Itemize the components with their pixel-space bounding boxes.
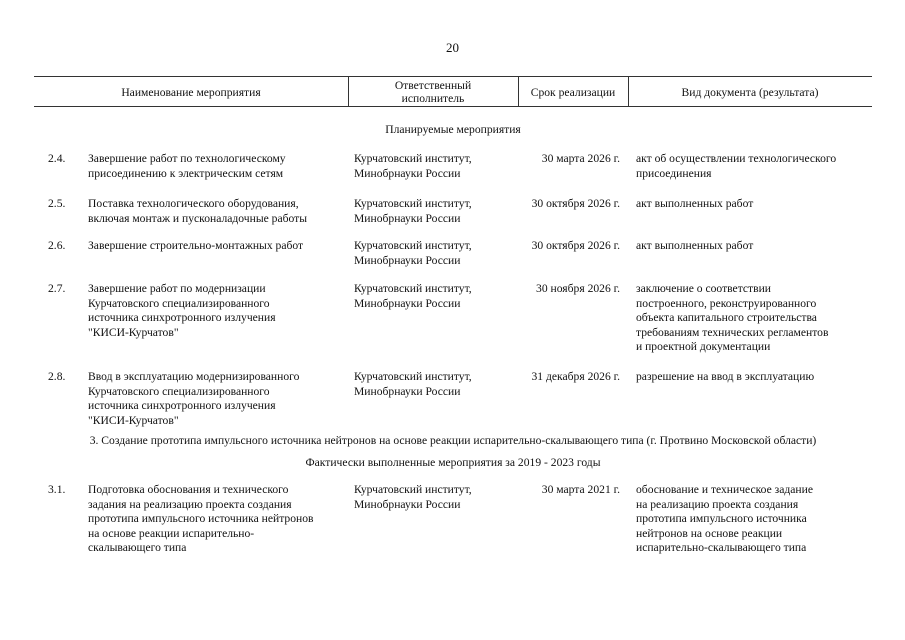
row-document: заключение о соответствии построенного, реконструированного объекта капитального строительства требованиям технических регламентов и проектной документации — [636, 282, 829, 354]
row-number: 2.7. — [48, 282, 66, 295]
row-name: Поставка технологического оборудования, включая монтаж и пусконаладочные работы — [88, 197, 308, 225]
row-name: Завершение строительно-монтажных работ — [88, 239, 304, 252]
row-number: 2.4. — [48, 152, 66, 165]
row-document: акт выполненных работ — [636, 239, 754, 252]
row-responsible: Курчатовский институт, Минобрнауки России — [354, 483, 472, 511]
row-number: 2.8. — [48, 370, 66, 383]
row-deadline: 30 октября 2026 г. — [531, 197, 620, 210]
row-document: разрешение на ввод в эксплуатацию — [636, 370, 815, 383]
section-3-title: 3. Создание прототипа импульсного источника нейтронов на основе реакции испарительно-скалывающего типа (г. Протвино Московской области) — [89, 434, 817, 447]
row-number: 3.1. — [48, 483, 66, 496]
header-bottom-rule — [34, 106, 872, 107]
row-document: акт об осуществлении технологического присоединения — [636, 152, 837, 180]
row-document: акт выполненных работ — [636, 197, 754, 210]
row-document: обоснование и техническое задание на реализацию проекта создания прототипа импульсного источника нейтронов на основе реакции испарительно-скалывающего типа — [636, 483, 813, 555]
row-responsible: Курчатовский институт, Минобрнауки России — [354, 152, 472, 180]
row-name: Завершение работ по модернизации Курчатовского специализированного источника синхротронного излучения "КИСИ-Курчатов" — [88, 282, 276, 339]
header-col-document: Вид документа (результата) — [681, 85, 819, 99]
header-col-name: Наименование мероприятия — [121, 85, 261, 99]
row-deadline: 30 марта 2021 г. — [541, 483, 620, 496]
row-responsible: Курчатовский институт, Минобрнауки России — [354, 282, 472, 310]
row-number: 2.5. — [48, 197, 66, 210]
row-deadline: 30 октября 2026 г. — [531, 239, 620, 252]
row-responsible: Курчатовский институт, Минобрнауки России — [354, 239, 472, 267]
row-responsible: Курчатовский институт, Минобрнауки России — [354, 197, 472, 225]
header-col-deadline: Срок реализации — [530, 85, 616, 99]
row-deadline: 31 декабря 2026 г. — [531, 370, 620, 383]
row-name: Завершение работ по технологическому присоединению к электрическим сетям — [88, 152, 286, 180]
row-responsible: Курчатовский институт, Минобрнауки России — [354, 370, 472, 398]
row-name: Подготовка обоснования и технического задания на реализацию проекта создания прототипа импульсного источника нейтронов на основе реакции испарительно- скалывающего типа — [88, 483, 314, 555]
row-number: 2.6. — [48, 239, 66, 252]
header-top-rule — [34, 76, 872, 77]
page-number: 20 — [446, 40, 459, 55]
planned-heading: Планируемые мероприятия — [385, 123, 521, 136]
row-deadline: 30 марта 2026 г. — [541, 152, 620, 165]
row-name: Ввод в эксплуатацию модернизированного Курчатовского специализированного источника синхротронного излучения "КИСИ-Курчатов" — [88, 370, 300, 427]
row-deadline: 30 ноября 2026 г. — [536, 282, 620, 295]
header-col-responsible: Ответственный исполнитель — [394, 79, 472, 105]
actual-heading: Фактически выполненные мероприятия за 2019 - 2023 годы — [305, 456, 601, 469]
